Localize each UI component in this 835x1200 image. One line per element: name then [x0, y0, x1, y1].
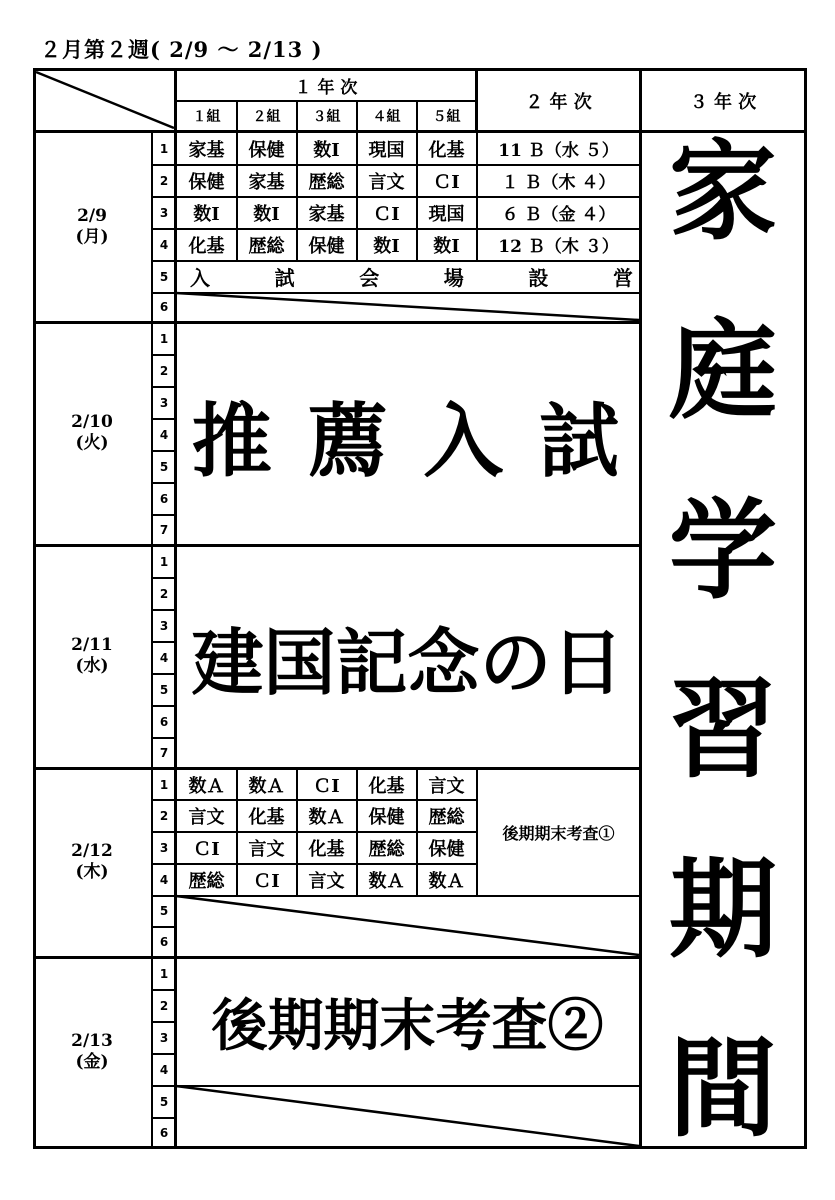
class-cell: 数Ａ: [308, 806, 345, 828]
date-text: 2/12: [71, 841, 113, 861]
period-number: 3: [159, 618, 169, 633]
period-number: 6: [159, 491, 169, 506]
class-cell: 化基: [308, 838, 345, 860]
class-cell: 保健: [308, 235, 345, 257]
period-number: 2: [159, 998, 169, 1013]
class-cell: 数Ⅰ: [373, 235, 400, 257]
class-cell: 歴総: [308, 171, 345, 193]
class-cell: 歴総: [188, 870, 225, 892]
class-cell: 数Ⅰ: [193, 203, 220, 225]
period-number: 4: [159, 1062, 169, 1077]
class-header-2: ２組: [252, 109, 281, 125]
year3-char: 間: [668, 1025, 777, 1152]
period-number: 3: [159, 840, 169, 855]
event-kenkoku-kinen: 建国記念の日: [191, 620, 624, 705]
class-header-3: ３組: [312, 109, 341, 125]
class-cell: 歴総: [368, 838, 405, 860]
class-cell: 保健: [188, 171, 225, 193]
period-number: 1: [159, 967, 169, 981]
event-kimatsu-2: 後期期末考査②: [211, 993, 604, 1059]
period-number: 4: [159, 237, 169, 252]
year3-header: ３ 年 次: [689, 92, 757, 113]
date-text: 2/9: [77, 206, 107, 226]
period-number: 7: [159, 522, 169, 537]
year2-cell: 11 Ｂ（水 ５）: [498, 141, 619, 161]
class-cell: ＣⅠ: [313, 775, 340, 797]
weekday-text: (月): [75, 227, 109, 247]
class-cell: 家基: [308, 203, 345, 225]
period-number: 4: [159, 650, 169, 665]
schedule-title: ２月第２週( 2/9 ～ 2/13 ): [40, 37, 323, 62]
class-header-5: ５組: [432, 109, 461, 125]
day3-strike-diagonal: [176, 896, 639, 955]
class-header-4: ４組: [372, 109, 401, 125]
class-cell: 家基: [248, 171, 285, 193]
weekday-text: (木): [75, 862, 109, 882]
class-cell: 現国: [368, 139, 405, 161]
year3-char: 期: [668, 846, 777, 973]
period-number: 3: [159, 1030, 169, 1045]
period-number: 5: [159, 1094, 169, 1109]
date-text: 2/10: [71, 412, 113, 432]
year3-char: 家: [668, 129, 777, 255]
header-diagonal: [36, 72, 174, 128]
year2-exam-cell: 後期期末考査①: [502, 824, 615, 843]
period-number: 1: [159, 141, 169, 156]
year3-char: 学: [668, 487, 777, 614]
class-cell: 保健: [248, 139, 285, 161]
class-cell: 言文: [308, 870, 345, 892]
year3-char: 庭: [668, 308, 777, 435]
period-number: 3: [159, 395, 169, 410]
class-cell: 数Ａ: [428, 870, 465, 892]
date-text: 2/13: [71, 1031, 113, 1051]
period-number: 1: [159, 777, 169, 792]
class-cell: 化基: [368, 775, 405, 797]
class-cell: 言文: [248, 838, 285, 860]
class-cell: 歴総: [248, 235, 285, 257]
day0-strike-diagonal: [176, 293, 639, 320]
class-cell: 保健: [428, 838, 465, 860]
class-cell: 言文: [368, 171, 405, 193]
class-cell: 化基: [248, 806, 285, 828]
period-number: 6: [159, 300, 169, 314]
class-cell: 化基: [188, 235, 225, 257]
class-header-1: １組: [192, 109, 221, 125]
class-cell: 数Ａ: [368, 870, 405, 892]
period-number: 5: [159, 269, 169, 284]
banner-char: 入: [190, 266, 210, 290]
class-cell: 数Ａ: [248, 775, 285, 797]
banner-char: 会: [359, 266, 380, 290]
period-number: 4: [159, 872, 169, 887]
day4-strike-diagonal: [176, 1086, 639, 1146]
period-number: 6: [159, 1125, 169, 1140]
date-text: 2/11: [71, 635, 113, 655]
class-cell: 数Ａ: [188, 775, 225, 797]
year2-header: ２ 年 次: [525, 92, 592, 113]
banner-char: 営: [612, 266, 633, 290]
class-cell: ＣⅠ: [193, 838, 220, 860]
period-number: 5: [159, 459, 169, 474]
period-number: 1: [159, 555, 169, 569]
class-cell: 数Ⅰ: [253, 203, 280, 225]
period-number: 2: [159, 586, 169, 601]
class-cell: 保健: [368, 806, 405, 828]
period-number: 5: [159, 904, 169, 918]
period-number: 2: [159, 173, 169, 188]
year2-cell: １ Ｂ（木 ４）: [501, 173, 616, 193]
year2-cell: ６ Ｂ（金 ４）: [501, 205, 616, 225]
banner-char: 設: [528, 266, 549, 290]
class-cell: ＣⅠ: [433, 171, 460, 193]
class-cell: 数Ⅰ: [313, 139, 340, 161]
banner-char: 場: [443, 266, 464, 290]
class-cell: ＣⅠ: [253, 870, 280, 892]
event-suisen-nyushi: 推 薦 入 試: [191, 393, 624, 488]
weekday-text: (水): [75, 656, 109, 676]
class-cell: 現国: [428, 203, 465, 225]
period-number: 5: [159, 682, 169, 697]
weekday-text: (火): [75, 433, 109, 453]
year2-cell: 12 Ｂ（木 ３）: [498, 237, 619, 257]
period-number: 7: [159, 745, 169, 760]
period-number: 6: [159, 934, 169, 949]
year1-header: １ 年 次: [294, 78, 358, 98]
class-cell: 家基: [188, 139, 225, 161]
banner-char: 試: [274, 266, 295, 290]
year3-char: 習: [668, 667, 777, 794]
period-number: 2: [159, 363, 169, 378]
year3-column: [642, 129, 804, 1152]
class-cell: 言文: [188, 806, 225, 828]
period-number: 1: [159, 332, 169, 346]
period-number: 6: [159, 714, 169, 729]
class-cell: 言文: [428, 775, 465, 797]
period-number: 4: [159, 427, 169, 442]
weekday-text: (金): [75, 1052, 109, 1072]
class-cell: ＣⅠ: [373, 203, 400, 225]
period-number: 3: [159, 205, 169, 220]
class-cell: 数Ⅰ: [433, 235, 460, 257]
class-cell: 化基: [428, 139, 465, 161]
class-cell: 歴総: [428, 806, 465, 828]
period-number: 2: [159, 808, 169, 823]
